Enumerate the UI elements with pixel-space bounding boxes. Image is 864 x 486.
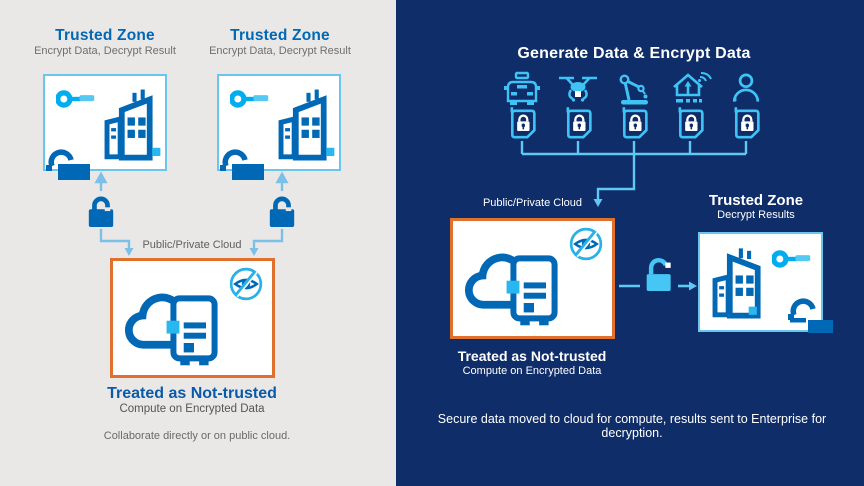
right-caption: Secure data moved to cloud for compute, results sent to Enterprise for decryption. <box>437 412 827 440</box>
enterprise-building-icon <box>272 82 336 166</box>
not-trusted-title-right: Treated as Not-trusted <box>457 348 607 364</box>
key-icon <box>56 88 96 110</box>
enterprise-building-icon <box>706 240 770 324</box>
robot-arm-icon <box>614 71 658 107</box>
not-trusted-subtitle-left: Compute on Encrypted Data <box>119 403 265 415</box>
right-heading: Generate Data & Encrypt Data <box>517 45 751 62</box>
encrypted-file-icon <box>563 106 593 142</box>
open-padlock-cyan-icon <box>644 256 676 294</box>
key-icon <box>230 88 270 110</box>
not-trusted-subtitle-right: Compute on Encrypted Data <box>462 365 602 377</box>
encrypted-file-icon <box>619 106 649 142</box>
open-padlock-icon <box>786 294 834 336</box>
trusted-zone-2-title: Trusted Zone <box>230 27 330 44</box>
not-trusted-title-left: Treated as Not-trusted <box>107 385 277 402</box>
cloud-label-right: Public/Private Cloud <box>482 197 582 209</box>
cloud-server-icon <box>462 228 570 330</box>
trusted-zone-1-title: Trusted Zone <box>55 27 155 44</box>
cloud-label-left: Public/Private Cloud <box>142 239 242 251</box>
no-view-icon <box>568 226 604 262</box>
drone-icon <box>556 71 600 107</box>
key-icon <box>772 248 812 270</box>
cloud-server-icon <box>122 268 230 370</box>
person-icon <box>726 70 766 107</box>
smart-home-icon <box>668 70 712 107</box>
trusted-zone-2-subtitle: Encrypt Data, Decrypt Result <box>209 45 351 57</box>
trusted-zone-right-title: Trusted Zone <box>708 192 804 209</box>
enterprise-building-icon <box>98 82 162 166</box>
trusted-zone-1-subtitle: Encrypt Data, Decrypt Result <box>34 45 176 57</box>
encrypted-file-icon <box>675 106 705 142</box>
open-padlock-icon <box>218 145 266 181</box>
closed-padlock-icon <box>86 195 116 229</box>
encrypted-file-icon <box>507 106 537 142</box>
left-caption: Collaborate directly or on public cloud. <box>103 430 291 442</box>
no-view-icon <box>228 266 264 302</box>
trusted-zone-right-subtitle: Decrypt Results <box>717 209 795 221</box>
encrypted-file-icon <box>731 106 761 142</box>
open-padlock-icon <box>44 145 92 181</box>
closed-padlock-icon <box>267 195 297 229</box>
autonomous-car-icon <box>500 71 544 107</box>
